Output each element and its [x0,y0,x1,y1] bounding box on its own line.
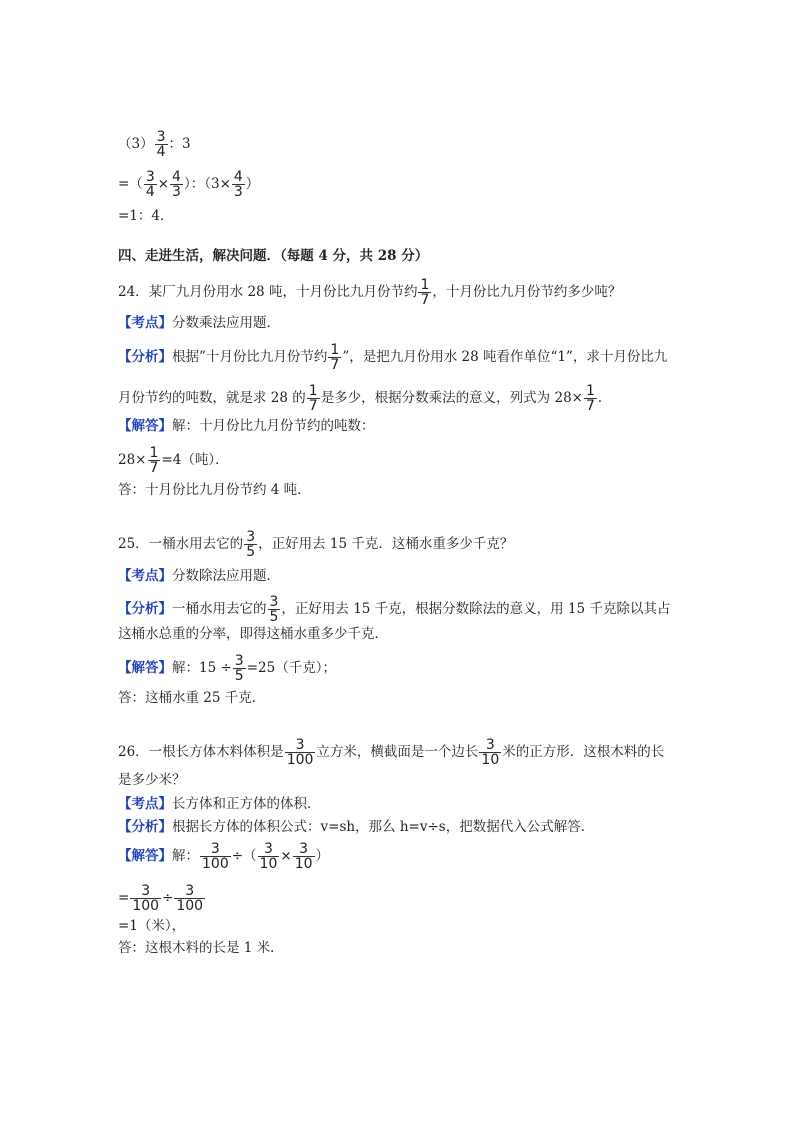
text: ． [597,390,612,406]
fraction: $\frac{3}{5}$ [234,653,244,684]
q24-kaodian [118,313,280,333]
text: ） [315,848,330,864]
text: 根据长方体的体积公式：v=sh，那么 h=v÷s，把数据代入公式解答． [172,819,595,835]
fraction: $\frac{3}{5}$ [269,594,279,625]
q25-kaodian [118,566,280,586]
q25-stem [118,530,513,559]
part3-line2 [118,170,259,199]
text: ”，是把九月份用水 28 吨看作单位“1”，求十月份比九 [342,349,668,365]
q25-jieda [118,654,336,683]
text: 解：十月份比九月份节约的吨数： [172,418,375,434]
text: 米的正方形．这根木料的长 [502,744,665,760]
text: ）：（3 [183,176,220,192]
text: 解： [172,848,199,864]
q24-fenxi-line1 [118,343,667,372]
fenxi-label: 【分析】 [118,601,172,617]
part3-line3: =1：4． [118,208,174,224]
part3-label: （3） [118,136,154,152]
text: 立方米，横截面是一个边长 [316,744,479,760]
fraction: $\frac{3}{100}$ [132,883,160,914]
text: 月份节约的吨数，就是求 28 的 [118,390,306,406]
q26-answer: 答：这根木料的长是 1 米． [118,940,284,956]
fraction: $\frac{3}{10}$ [481,737,500,768]
q26-kaodian [118,794,321,814]
text: ，十月份比九月份节约多少吨？ [432,284,622,300]
fraction: $\frac{1}{7}$ [420,277,430,308]
text: （ [243,848,257,864]
section-title: 四、走进生活，解决问题．（每题 4 分，共 28 分） [118,248,429,264]
fraction: $\frac{3}{10}$ [259,841,278,872]
divide-sign: ÷ [231,848,244,864]
q26-jieda [118,842,329,871]
fraction: $\frac{3}{100}$ [176,883,204,914]
fraction: $\frac{3}{100}$ [202,841,229,872]
times-sign: × [157,176,170,192]
text: = [118,890,130,906]
text: 26．一根长方体木料体积是 [118,744,284,760]
kaodian-label: 【考点】 [118,315,172,331]
q24-stem [118,278,621,307]
fraction: $\frac{4}{3}$ [172,169,181,200]
text: =4（吨）． [161,452,229,468]
fraction: $\frac{1}{7}$ [308,383,318,414]
text: 一桶水用去它的 [172,601,267,617]
fraction: $\frac{3}{4}$ [156,129,166,160]
text: 28× [118,452,147,468]
fraction: $\frac{3}{5}$ [246,529,256,560]
q26-result: =1（米）， [118,918,186,934]
text: 根据”十月份比九月份节约 [172,349,328,365]
fraction: $\frac{3}{100}$ [286,737,314,768]
q24-answer: 答：十月份比九月份节约 4 吨． [118,482,311,498]
text: ，正好用去 15 千克．这桶水重多少千克？ [258,536,514,552]
fraction: $\frac{1}{7}$ [330,342,340,373]
part3-line1 [118,130,191,159]
q24-fenxi-line2 [118,384,611,413]
jieda-label: 【解答】 [118,848,172,864]
fenxi-label: 【分析】 [118,349,172,365]
text: 25．一桶水用去它的 [118,536,244,552]
text: 是多少，根据分数乘法的意义，列式为 28× [320,390,583,406]
q26-step2 [118,884,206,913]
text: 分数除法应用题． [172,568,280,584]
text: 分数乘法应用题． [172,315,280,331]
fraction: $\frac{3}{10}$ [294,841,313,872]
q26-stem-line2: 是多少米？ [118,772,186,788]
text: ：3 [168,136,191,152]
text: 长方体和正方体的体积． [172,796,321,812]
fenxi-label: 【分析】 [118,819,172,835]
q24-calc [118,446,229,475]
kaodian-label: 【考点】 [118,796,172,812]
fraction: $\frac{1}{7}$ [149,445,159,476]
kaodian-label: 【考点】 [118,568,172,584]
q26-stem-line1 [118,738,664,767]
text: =（ [118,176,143,192]
text: 解：15 ÷ [172,660,232,676]
fraction: $\frac{3}{4}$ [145,169,155,200]
fraction: $\frac{4}{3}$ [233,169,243,200]
q25-answer: 答：这桶水重 25 千克． [118,690,266,706]
q24-jieda [118,416,375,436]
fraction: $\frac{1}{7}$ [585,383,595,414]
q25-fenxi-line2: 这桶水总重的分率，即得这桶水重多少千克． [118,626,388,642]
times-sign: × [280,848,292,864]
times-sign: × [219,176,231,192]
text: =25（千克）； [246,660,336,676]
jieda-label: 【解答】 [118,418,172,434]
text: ，正好用去 15 千克，根据分数除法的意义，用 15 千克除以其占 [281,601,671,617]
q25-fenxi-line1 [118,595,670,624]
jieda-label: 【解答】 [118,660,172,676]
text: ） [245,176,260,192]
text: 24．某厂九月份用水 28 吨，十月份比九月份节约 [118,284,418,300]
q26-fenxi [118,817,594,837]
divide-sign: ÷ [162,890,174,906]
